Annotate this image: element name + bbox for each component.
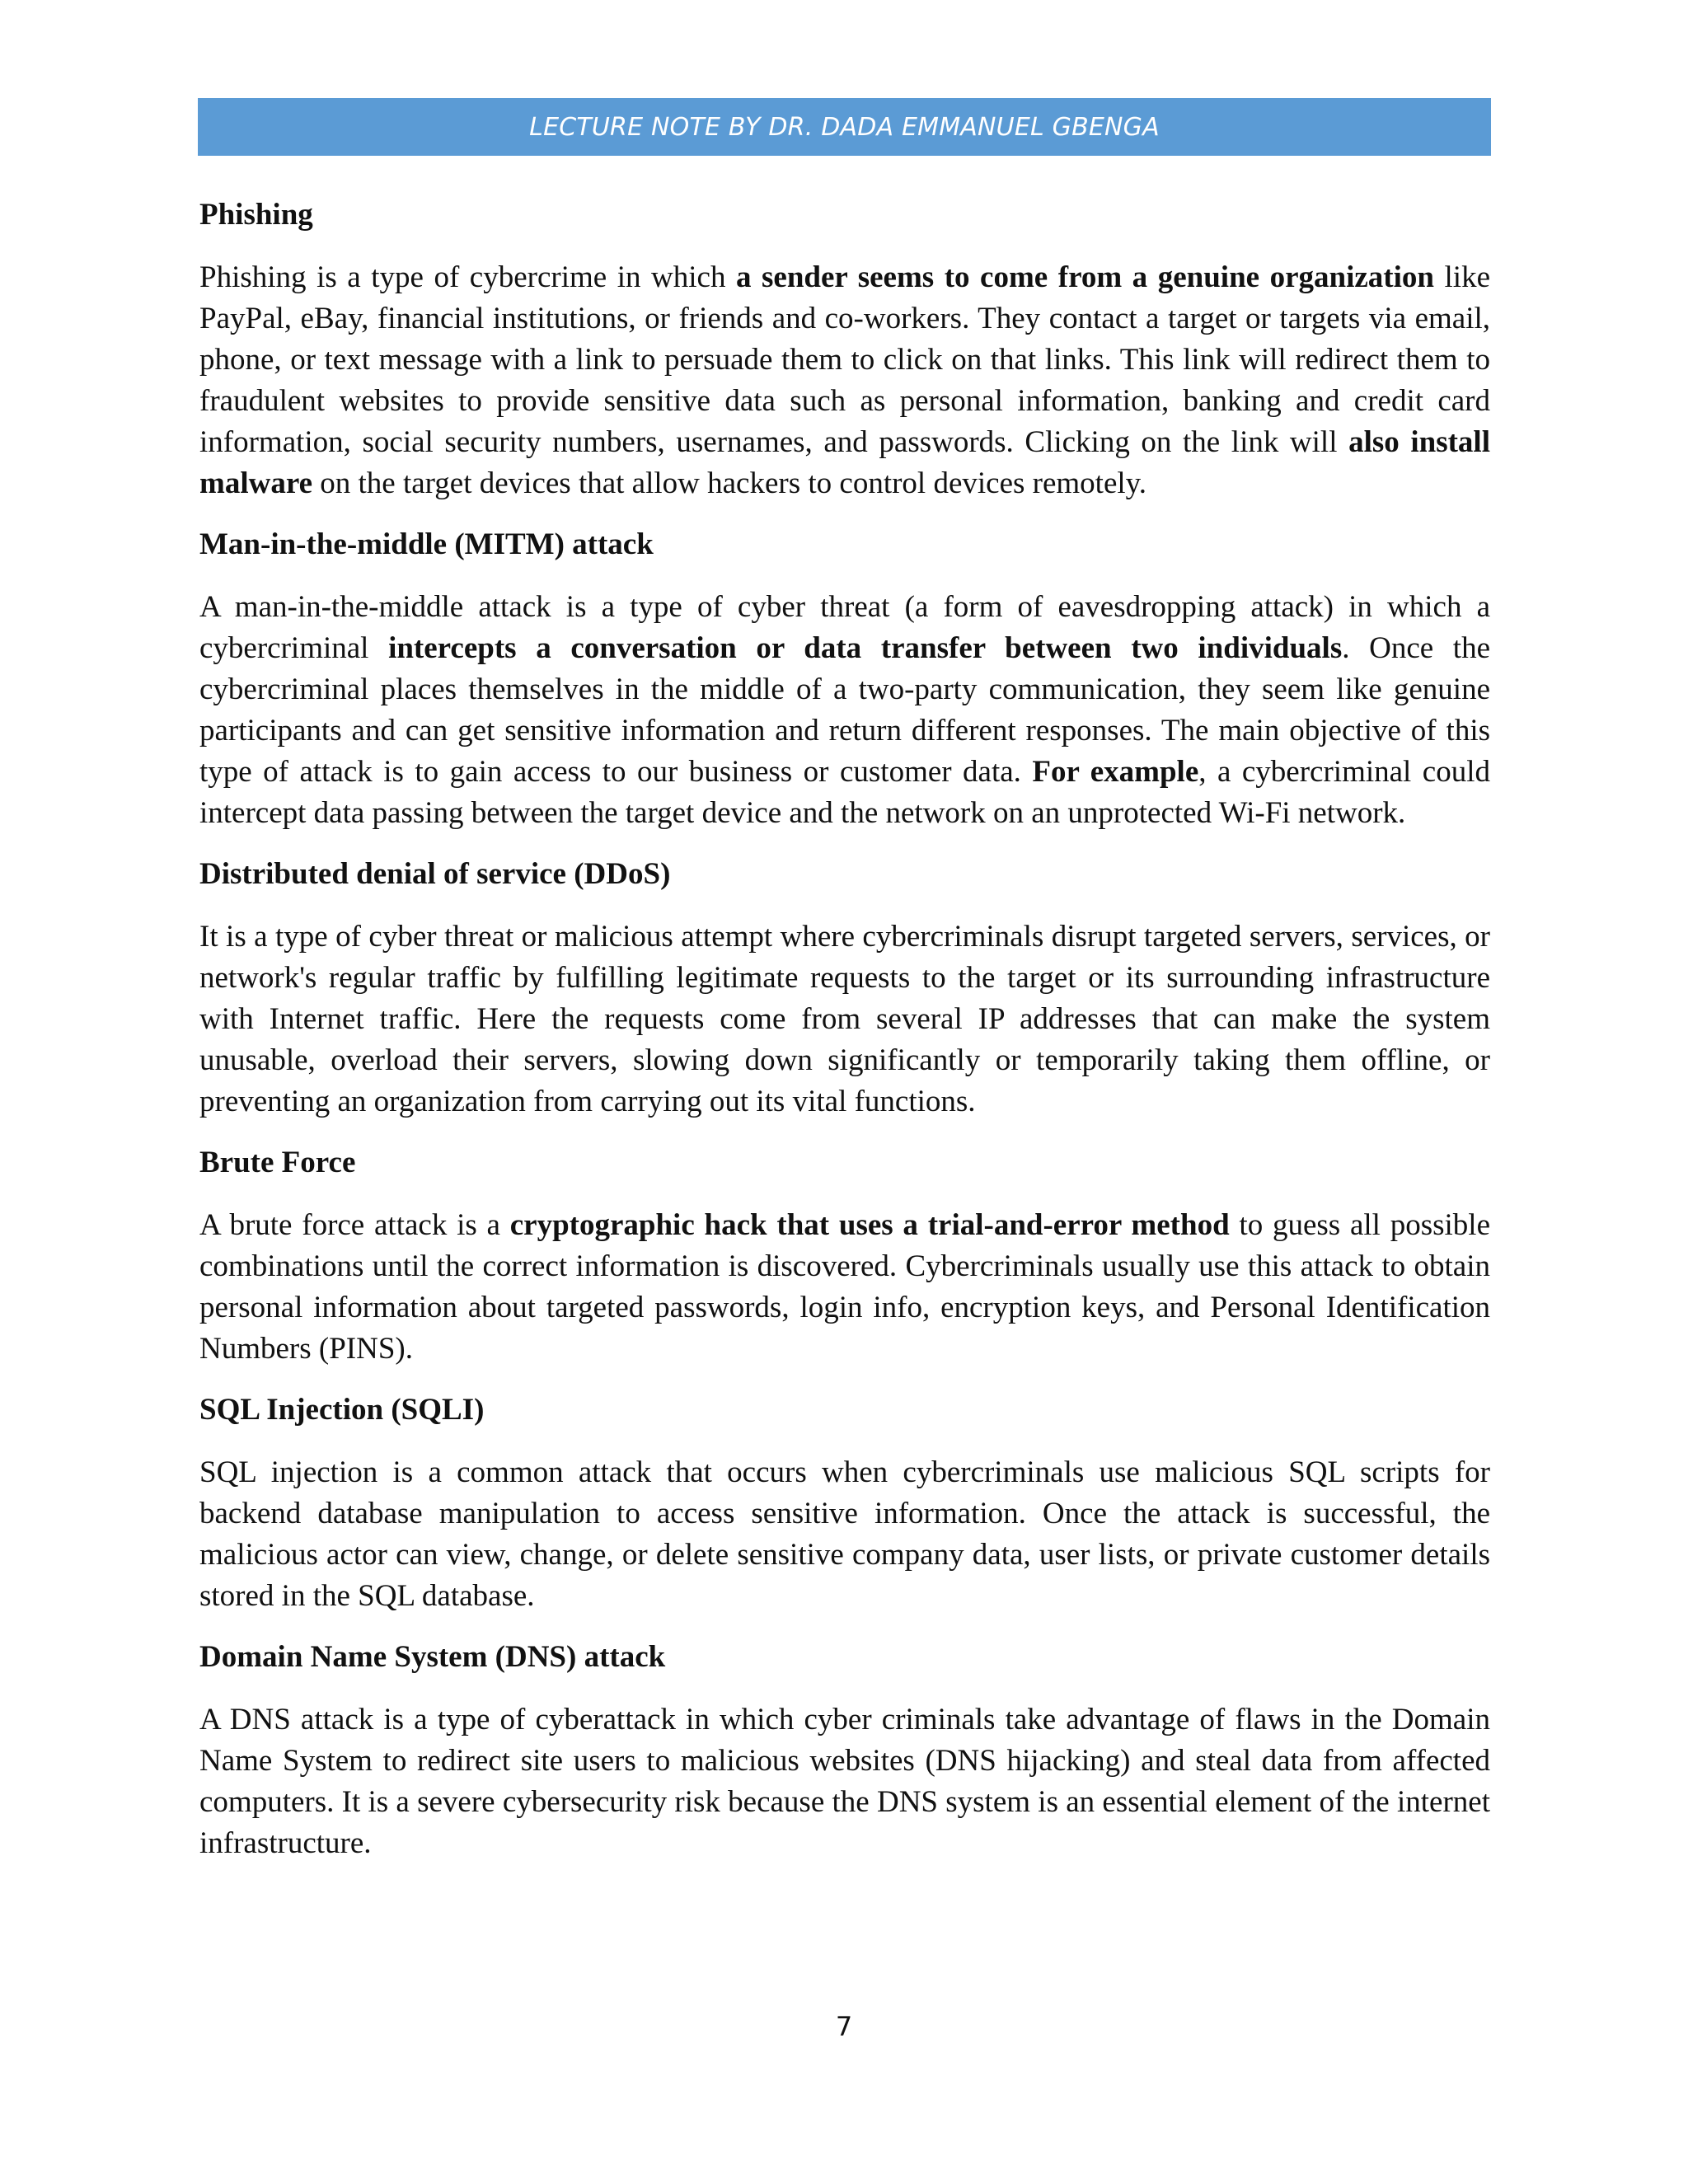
lecture-header-text: LECTURE NOTE BY DR. DADA EMMANUEL GBENGA [529,112,1160,142]
text-run: A DNS attack is a type of cyberattack in which cyber criminals take advantage of flaws in the Domain Name System to redirect site users to malicious websites (DNS hijacking) and steal data from affected computers. It is a severe cybersecurity risk because the DNS system is an essential element of the internet infrastructure. [199,1703,1490,1860]
document-body [199,194,1490,1884]
bold-text-run: a sender seems to come from a genuine organization [736,260,1434,294]
lecture-header-bar [198,98,1491,156]
bold-text-run: also install malware [199,425,1490,500]
section-paragraph [199,916,1490,1122]
section-paragraph [199,1699,1490,1864]
text-run: SQL injection is a common attack that occurs when cybercriminals use malicious SQL scripts for backend database manipulation to access sensitive information. Once the attack is successful, the malicious actor can view, change, or delete sensitive company data, user lists, or private customer details stored in the SQL database. [199,1455,1490,1613]
section-paragraph [199,587,1490,834]
bold-text-run: cryptographic hack that uses a trial-and-error method [509,1208,1230,1242]
section-sql-injection [199,1390,1490,1617]
bold-text-run: For example [1032,755,1199,789]
section-heading: SQL Injection (SQLI) [199,1393,485,1427]
text-run: . Once the cybercriminal places themselves in the middle of a two-party communication, they seem like genuine participants and can get sensitive information and return different responses. The main objective of this type of attack is to gain access to our business or customer data. [199,631,1490,789]
section-brute-force [199,1142,1490,1370]
text-run: A man-in-the-middle attack is a type of cyber threat (a form of eavesdropping attack) in which a cybercriminal [199,590,1490,665]
text-run: Phishing is a type of cybercrime in which [199,260,736,294]
bold-text-run: intercepts a conversation or data transfer between two individuals [388,631,1343,665]
text-run: It is a type of cyber threat or malicious attempt where cybercriminals disrupt targeted servers, services, or network's regular traffic by fulfilling legitimate requests to the target or its surrounding infrastructure with Internet traffic. Here the requests come from several IP addresses that can make the system unusable, overload their servers, slowing down significantly or temporarily taking them offline, or preventing an organization from carrying out its vital functions. [199,920,1490,1118]
section-paragraph [199,1452,1490,1617]
section-dns-attack [199,1637,1490,1864]
page-number: 7 [835,2011,853,2042]
section-heading: Man-in-the-middle (MITM) attack [199,527,654,561]
section-heading: Distributed denial of service (DDoS) [199,857,671,891]
text-run: like PayPal, eBay, financial institutions, or friends and co-workers. They contact a target or targets via email, phone, or text message with a link to persuade them to click on that links. This link will redirect them to fraudulent websites to provide sensitive data such as personal information, banking and credit card information, social security numbers, usernames, and passwords. Clicking on the link will [199,260,1490,459]
section-heading: Domain Name System (DNS) attack [199,1640,666,1674]
section-paragraph [199,257,1490,504]
section-ddos [199,854,1490,1122]
text-run: to guess all possible combinations until the correct information is discovered. Cybercriminals usually use this attack to obtain personal information about targeted passwords, login info, encryption keys, and Personal Identification Numbers (PINS). [199,1208,1490,1366]
section-mitm [199,524,1490,834]
section-heading: Phishing [199,198,313,232]
section-heading: Brute Force [199,1146,356,1179]
section-phishing [199,194,1490,504]
text-run: on the target devices that allow hackers to control devices remotely. [312,466,1147,500]
text-run: , a cybercriminal could intercept data passing between the target device and the network on an unprotected Wi-Fi network. [199,755,1490,830]
section-paragraph [199,1205,1490,1370]
text-run: A brute force attack is a [199,1208,510,1242]
